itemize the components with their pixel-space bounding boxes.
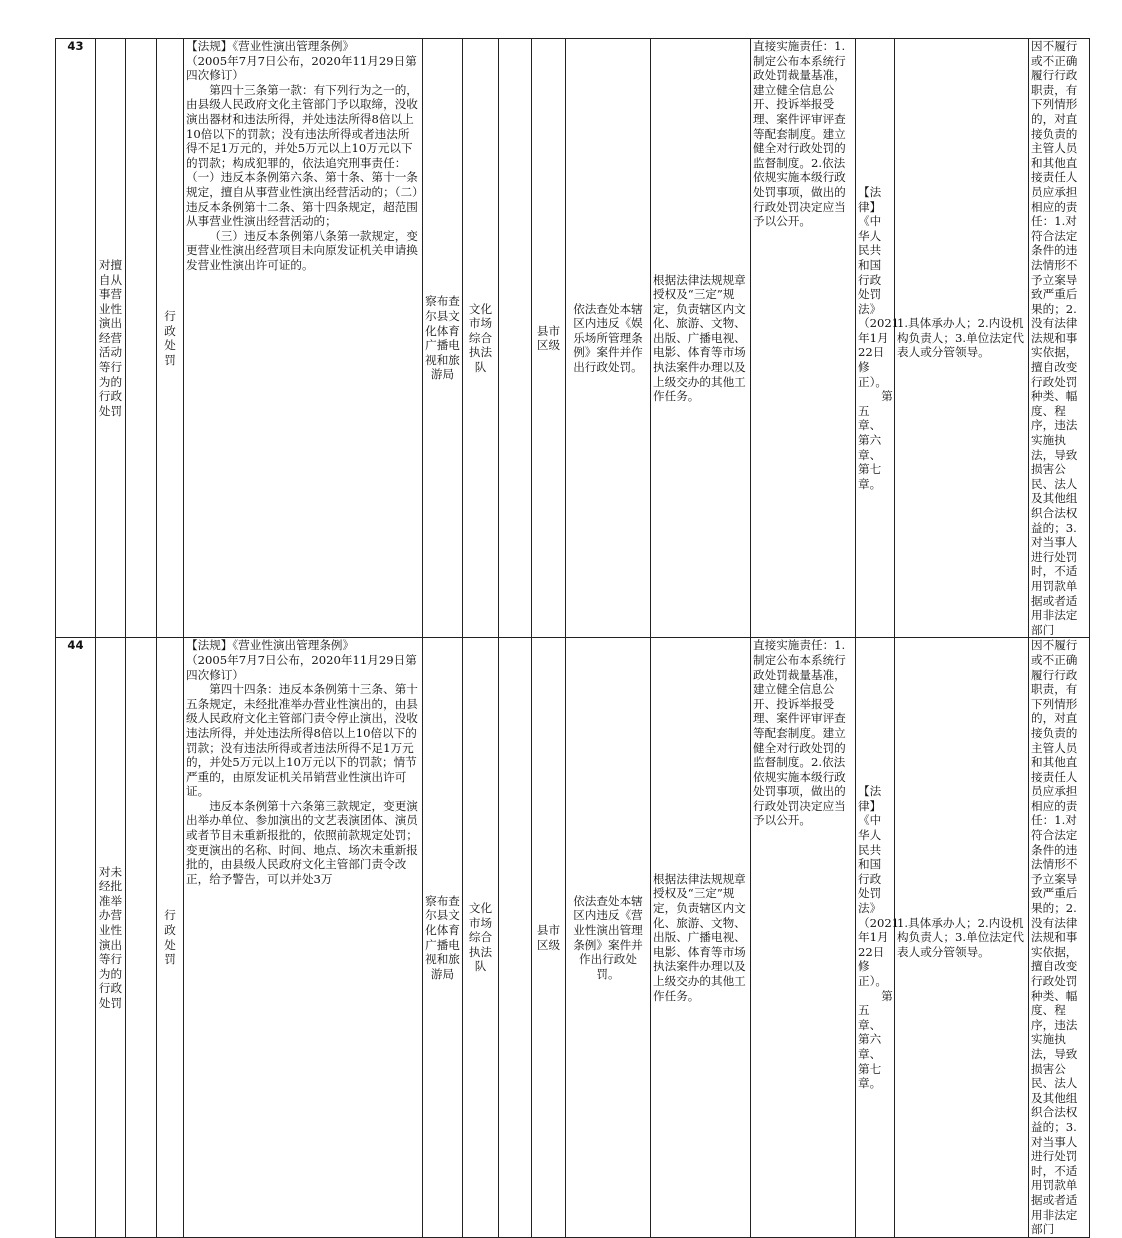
empty-cell	[126, 638, 157, 1237]
enforcement-unit: 文化市场综合执法队	[463, 638, 499, 1237]
responsible-subjects: 1.具体承办人；2.内设机构负责人；3.单位法定代表人或分管领导。	[895, 638, 1029, 1237]
responsibility-table	[55, 38, 1090, 1238]
basis-paragraph: 第四十三条第一款：有下列行为之一的，由县级人民政府文化主管部门予以取缔，没收演出器材和违法所得，并处违法所得8倍以上10倍以下的罚款；没有违法所得或者违法所得不足1万元的，并处5万元以上10万元以下的罚款；构成犯罪的，依法追究刑事责任：（一）违反本条例第六条、第十条、第十一条规定，擅自从事营业性演出经营活动的；（二）违反本条例第十二条、第十四条规定，超范围从事营业性演出经营活动的；	[186, 82, 418, 229]
legal-reference	[856, 638, 900, 1237]
basis-paragraph: 违反本条例第十六条第三款规定，变更演出举办单位、参加演出的文艺表演团体、演员或者节目未重新报批的，依照前款规定处罚；变更演出的名称、时间、地点、场次未重新报批的，由县级人民政府文化主管部门责令改正，给予警告，可以并处3万	[186, 798, 418, 886]
item-name: 对擅自从事营业性演出经营活动等行为的行政处罚	[96, 39, 126, 638]
basis-title: 【法规】《营业性演出管理条例》	[186, 638, 355, 653]
legal-basis	[184, 39, 423, 638]
basis-paragraph: 第四十四条：违反本条例第十三条、第十五条规定，未经批准举办营业性演出的，由县级人民政府文化主管部门责令停止演出，没收违法所得，并处违法所得8倍以上10倍以下的罚款；没有违法所得或者违法所得不足1万元的，并处5万元以上10万元以下的罚款；情节严重的，由原发证机关吊销营业性演出许可证。	[186, 682, 418, 799]
division-of-duties: 根据法律法规规章授权及“三定”规定，负责辖区内文化、旅游、文物、出版、广播电视、电影、体育等市场执法案件办理以及上级交办的其他工作任务。	[651, 39, 751, 638]
law-chapters: 第五章、第六章、第七章。	[858, 389, 893, 491]
law-title: 【法律】《中华人民共和国行政处罚法》（2021年1月22日修正）。	[858, 784, 900, 988]
basis-date: （2005年7月7日公布，2020年11月29日第四次修订）	[186, 652, 417, 682]
accountability: 因不履行或不正确履行行政职责，有下列情形的，对直接负责的主管人员和其他直接责任人员应承担相应的责任：1.对符合法定条件的违法情形不予立案导致严重后果的；2.没有法律法规和事实依据，擅自改变行政处罚种类、幅度、程序，违法实施执法，导致损害公民、法人及其他组织合法权益的；3.对当事人进行处罚时，不适用罚款单据或者适用非法定部门	[1029, 39, 1090, 638]
basis-title: 【法规】《营业性演出管理条例》	[186, 39, 355, 53]
item-name: 对未经批准举办营业性演出等行为的行政处罚	[96, 638, 126, 1237]
direct-responsibility: 直接实施责任：1.制定公布本系统行政处罚裁量基准，建立健全信息公开、投诉举报受理、案件评审评查等配套制度。建立健全对行政处罚的监督制度。2.依法依规实施本级行政处罚事项，做出的行政处罚决定应当予以公开。	[751, 638, 856, 1237]
row-number: 44	[56, 638, 96, 1237]
basis-paragraph: （三）违反本条例第八条第一款规定，变更营业性演出经营项目未向原发证机关申请换发营业性演出许可证的。	[186, 228, 418, 272]
item-category: 行政处罚	[157, 638, 184, 1237]
responsible-subjects: 1.具体承办人；2.内设机构负责人；3.单位法定代表人或分管领导。	[895, 39, 1029, 638]
empty-cell	[126, 39, 157, 638]
law-chapters: 第五章、第六章、第七章。	[858, 988, 893, 1091]
table-row	[56, 39, 1090, 638]
department: 察布查尔县文化体育广播电视和旅游局	[423, 39, 463, 638]
empty-cell	[499, 39, 532, 638]
legal-basis	[184, 638, 423, 1237]
implementation-level: 县市区级	[532, 638, 566, 1237]
enforcement-unit: 文化市场综合执法队	[463, 39, 499, 638]
row-number: 43	[56, 39, 96, 638]
department: 察布查尔县文化体育广播电视和旅游局	[423, 638, 463, 1237]
implementation-level: 县市区级	[532, 39, 566, 638]
responsibility-content: 依法查处本辖区内违反《营业性演出管理条例》案件并作出行政处罚。	[566, 638, 651, 1237]
empty-cell	[499, 638, 532, 1237]
direct-responsibility: 直接实施责任：1.制定公布本系统行政处罚裁量基准，建立健全信息公开、投诉举报受理、案件评审评查等配套制度。建立健全对行政处罚的监督制度。2.依法依规实施本级行政处罚事项，做出的行政处罚决定应当予以公开。	[751, 39, 856, 638]
responsibility-content: 依法查处本辖区内违反《娱乐场所管理条例》案件并作出行政处罚。	[566, 39, 651, 638]
basis-date: （2005年7月7日公布，2020年11月29日第四次修订）	[186, 53, 417, 83]
table-row	[56, 638, 1090, 1237]
item-category: 行政处罚	[157, 39, 184, 638]
law-title: 【法律】《中华人民共和国行政处罚法》（2021年1月22日修正）。	[858, 184, 900, 389]
division-of-duties: 根据法律法规规章授权及“三定”规定，负责辖区内文化、旅游、文物、出版、广播电视、电影、体育等市场执法案件办理以及上级交办的其他工作任务。	[651, 638, 751, 1237]
accountability: 因不履行或不正确履行行政职责，有下列情形的，对直接负责的主管人员和其他直接责任人员应承担相应的责任：1.对符合法定条件的违法情形不予立案导致严重后果的；2.没有法律法规和事实依据，擅自改变行政处罚种类、幅度、程序，违法实施执法，导致损害公民、法人及其他组织合法权益的；3.对当事人进行处罚时，不适用罚款单据或者适用非法定部门	[1029, 638, 1090, 1237]
legal-reference	[856, 39, 900, 638]
